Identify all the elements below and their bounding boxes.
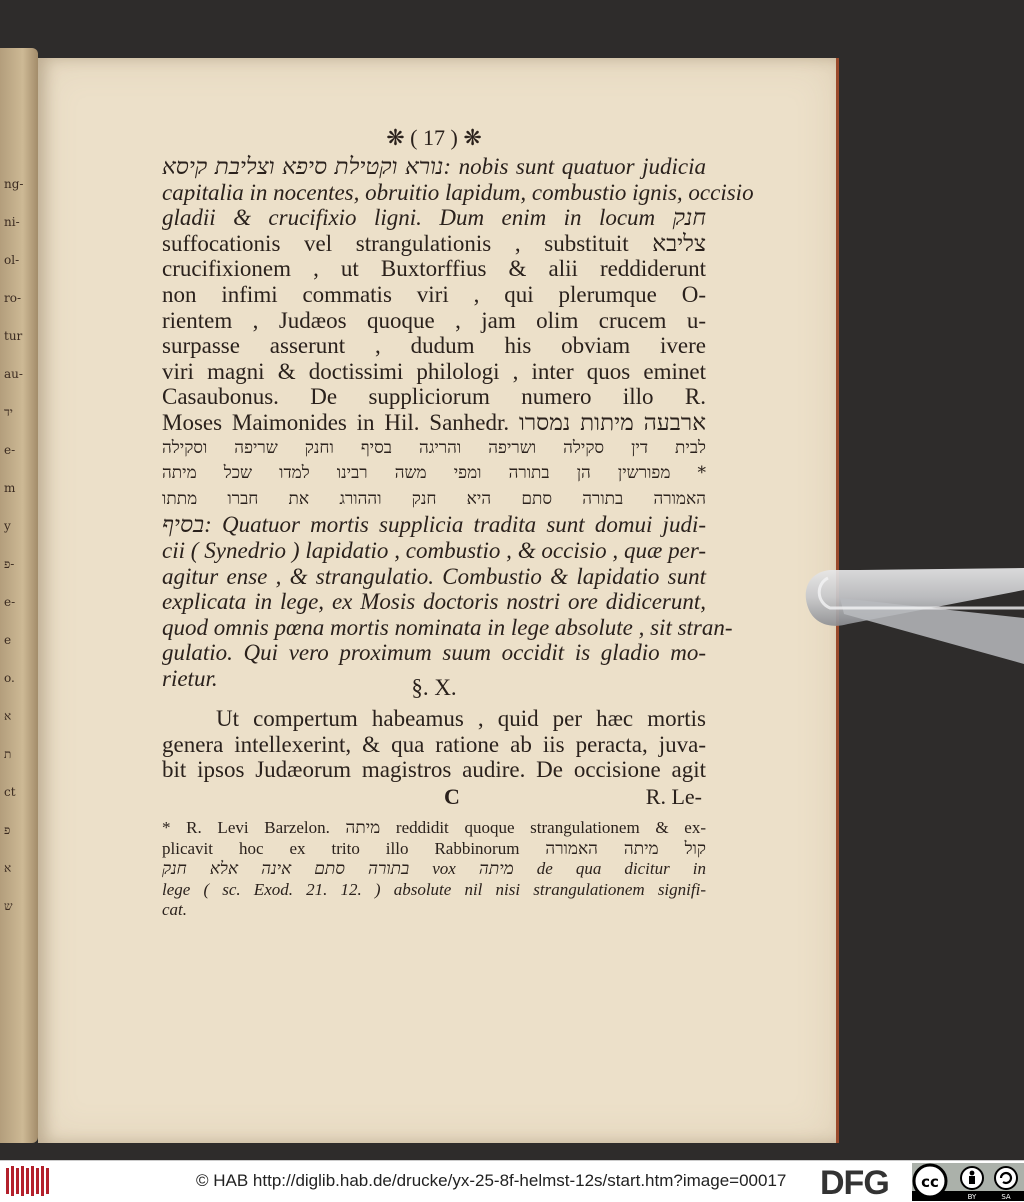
footnote-line: * R. Levi Barzelon. מיתה reddidit quoque strangulationem & ex- (162, 818, 706, 837)
left-page-fragment: o. (4, 671, 15, 685)
footnote-line: בתורה סתם אינה אלא חנק vox מיתה de qua dicitur in (162, 859, 706, 878)
footnote-line: cat. (162, 900, 188, 919)
left-page-fragment: ct (4, 785, 16, 799)
section-line: Ut compertum habeamus , quid per hæc mortis (216, 706, 706, 731)
text-line: Moses Maimonides in Hil. Sanhedr. ארבעה מיתות נמסרו (162, 409, 706, 435)
text-line: rientem , Judæos quoque , jam olim crucem u- (162, 307, 706, 333)
text-line: gulatio. Qui vero proximum suum occidit is gladio mo- (162, 640, 706, 666)
signature-mark: C (444, 784, 460, 809)
left-page-fragment: ש (4, 899, 13, 913)
text-line: rietur. (162, 665, 218, 691)
svg-text:SA: SA (1001, 1193, 1011, 1201)
left-page-fragment: ol- (4, 253, 20, 267)
footer-bar (0, 1160, 1024, 1202)
cc-license-badge[interactable] (912, 1163, 1024, 1201)
text-line: gladii & crucifixio ligni. Dum enim in locum חנק (162, 205, 706, 231)
left-page-fragment: y (4, 519, 11, 533)
left-page-fragment: ת (4, 747, 12, 761)
left-page-fragment: m (4, 481, 16, 495)
left-page-edge (0, 48, 38, 1143)
left-page-fragment: e (4, 633, 12, 647)
text-line: quod omnis pœna mortis nominata in lege absolute , sit stran- (162, 614, 733, 640)
text-line: Casaubonus. De suppliciorum numero illo R. (162, 384, 706, 410)
text-line: מפורשין הן בתורה ומפי משה רבינו למדו שכל מיתה * (162, 463, 706, 484)
text-line: נורא וקטילת סיפא וצליבת קיסא: nobis sunt quatuor judicia (162, 154, 706, 179)
svg-text:BY: BY (967, 1193, 977, 1201)
footnote-line: plicavit hoc ex trito illo Rabbinorum קול מיתה האמורה (162, 838, 706, 858)
left-page-fragment: ng- (4, 177, 24, 191)
left-page-fragment: פ- (4, 557, 15, 571)
text-line: agitur ense , & strangulatio. Combustio & lapidatio sunt (162, 563, 706, 589)
copyright-credit[interactable]: © HAB http://diglib.hab.de/drucke/yx-25-8f-helmst-12s/start.htm?image=00017 (196, 1171, 787, 1190)
footnote (162, 818, 706, 921)
text-line: capitalia in nocentes, obruitio lapidum, combustio ignis, occisio (162, 179, 754, 205)
left-page-fragment: א (4, 709, 12, 723)
dfg-label: DFG (820, 1164, 889, 1198)
text-line: suffocationis vel strangulationis , substituit צליבא (162, 230, 706, 256)
left-page-fragment: au- (4, 367, 23, 381)
catchword: R. Le- (645, 784, 702, 809)
text-line: viri magni & doctissimi philologi , inter quos eminet (162, 358, 706, 384)
left-page-fragment: ni- (4, 215, 20, 229)
section-line: bit ipsos Judæorum magistros audire. De occisione agit (162, 757, 706, 782)
left-page-fragment: פ (4, 823, 11, 837)
section-line: genera intellexerint, & qua ratione ab iis peracta, juva- (162, 731, 706, 757)
left-page-fragment: tur (4, 329, 23, 343)
left-page-fragment: יד (4, 405, 13, 419)
text-line: crucifixionem , ut Buxtorffius & alii reddiderunt (162, 256, 706, 282)
left-page-fragment: ro- (4, 291, 22, 305)
dfg-logo (818, 1164, 914, 1198)
sa-icon (995, 1167, 1017, 1189)
hab-logo (4, 1164, 50, 1198)
left-page-fragment: א (4, 861, 12, 875)
main-text (162, 154, 754, 691)
text-line: surpasse asserunt , dudum his obviam ivere (162, 333, 706, 359)
left-page-fragment: e- (4, 595, 16, 609)
text-line: האמורה בתורה סתם היא חנק וההורג את חברו מתתו (162, 488, 706, 509)
text-line: לבית דין סקילה ושריפה והריגה בסיף וחנק שריפה וסקילה (162, 437, 706, 458)
left-page-fragment: e- (4, 443, 16, 457)
text-line: cii ( Synedrio ) lapidatio , combustio , & occisio , quæ per- (162, 537, 706, 563)
svg-text:cc: cc (921, 1173, 939, 1191)
section-heading: §. X. (411, 675, 457, 700)
text-line: בסיף: Quatuor mortis supplicia tradita sunt domui judi- (162, 512, 706, 538)
catch-line (162, 784, 706, 810)
text-line: non infimi commatis viri , qui plerumque O- (162, 281, 706, 307)
page-header: ❋ ( 17 ) ❋ (386, 125, 482, 150)
section-text (162, 706, 706, 783)
footnote-line: lege ( sc. Exod. 21. 12. ) absolute nil nisi strangulationem signifi- (162, 879, 706, 899)
text-line: explicata in lege, ex Mosis doctoris nostri ore didicerunt, (162, 589, 706, 615)
page-clip (800, 556, 1024, 668)
